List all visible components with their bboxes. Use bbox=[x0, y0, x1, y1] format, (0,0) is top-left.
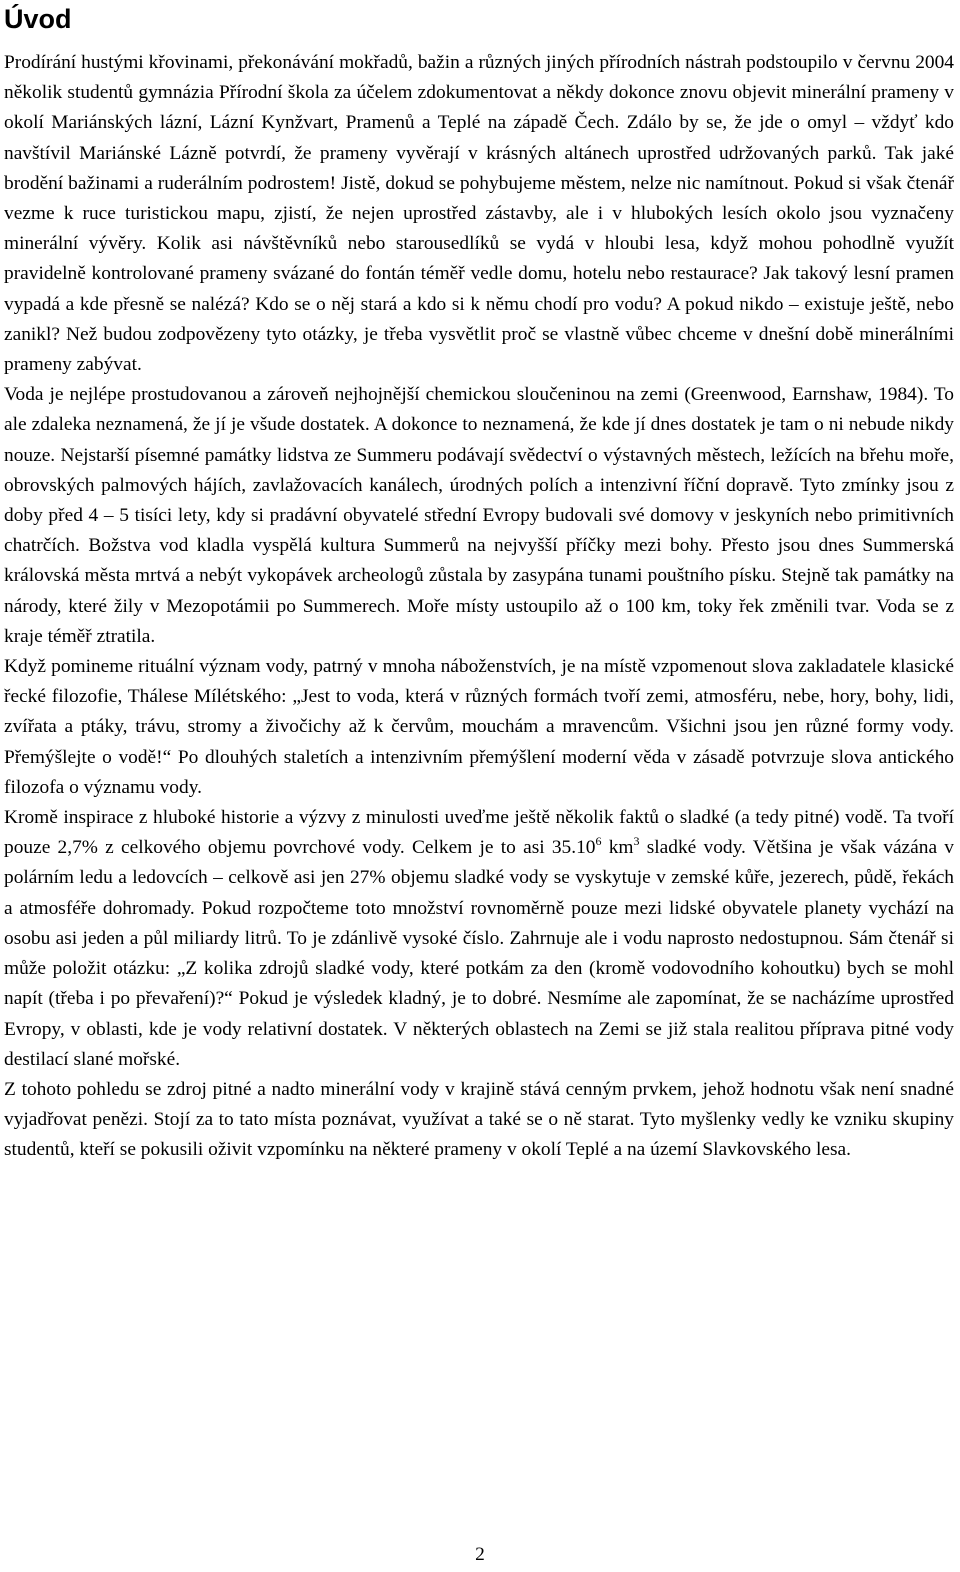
document-body bbox=[4, 48, 954, 1166]
paragraph-conclusion: Z tohoto pohledu se zdroj pitné a nadto minerální vody v krajině stává cenným prvkem, jehož hodnotu však není snadné vyjadřovat penězi. Stojí za to tato místa poznávat, využívat a také se o ně starat. Tyto myšlenky vedly ke vzniku skupiny studentů, kteří se pokusili oživit vzpomínku na některé prameny v okolí Teplé a na území Slavkovského lesa. bbox=[4, 1078, 954, 1161]
paragraph-water-history: Voda je nejlépe prostudovanou a zároveň nejhojnější chemickou sloučeninou na zemi (Greenwood, Earnshaw, 1984). To ale zdaleka neznamená, že jí je všude dostatek. A dokonce to neznamená, že kde jí dnes dostatek je tam o ni nebude nikdy nouze. Nejstarší písemné památky lidstva ze Summeru podávají svědectví o výstavných městech, ležících na břehu moře, obrovských palmových hájích, zavlažovacích kanálech, úrodných polích a intenzivní říční dopravě. Tyto zmínky jsou z doby před 4 – 5 tisíci lety, kdy si pradávní obyvatelé střední Evropy budovali své domovy v jeskyních nebo primitivních chatrčích. Božstva vod kladla vyspělá kultura Summerů na nejvyšší příčky mezi bohy. Přesto jsou dnes Summerská královská města mrtvá a nebýt vykopávek archeologů zůstala by zasypána tunami pouštního písku. Stejně tak památky na národy, které žily v Mezopotámii po Summerech. Moře místy ustoupilo až o 100 km, toky řek změnili tvar. Voda se z kraje téměř ztratila. bbox=[4, 384, 954, 647]
text-run: sladké vody. Většina je však vázána v polárním ledu a ledovcích – celkově asi jen 27% objemu sladké vody se vyskytuje v zemské kůře, jezerech, půdě, řekách a atmosféře dohromady. Pokud rozpočteme toto množství rovnoměrně pouze mezi lidské obyvatele planety vychází na osobu asi jeden a půl miliardy litrů. To je zdánlivě vysoké číslo. Zahrnuje ale i vodu naprosto nedostupnou. Sám čtenář si může položit otázku: „Z kolika zdrojů sladké vody, které potkám za den (kromě vodovodního kohoutku) bych se mohl napít (třeba i po převaření)?“ Pokud je výsledek kladný, je to dobré. Nesmíme ale zapomínat, že se nacházíme uprostřed Evropy, v oblasti, kde je vody relativní dostatek. V některých oblastech na Zemi se již stala realitou příprava pitné vody destilací slané mořské. bbox=[4, 837, 954, 1070]
superscript-exponent: 6 bbox=[595, 834, 602, 849]
text-run: km bbox=[601, 837, 634, 859]
text-run: Kromě inspirace z hluboké historie a výzvy z minulosti uveďme ještě několik faktů o sladké (a tedy pitné) vodě. Ta tvoří pouze 2,7% z celkového objemu povrchové vody. Celkem je to asi 35.10 bbox=[4, 807, 954, 859]
paragraph-fresh-water-facts bbox=[4, 803, 954, 1075]
page-number: 2 bbox=[475, 1544, 485, 1565]
paragraph-thales: Když pomineme rituální význam vody, patrný v mnoha náboženstvích, je na místě vzpomenout slova zakladatele klasické řecké filozofie, Thálese Mílétského: „Jest to voda, která v různých formách tvoří zemi, atmosféru, nebe, hory, bohy, lidi, zvířata a ptáky, trávu, stromy a živočichy až k červům, mouchám a mravencům. Všichni jsou jen různé formy vody. Přemýšlejte o vodě!“ Po dlouhých staletích a intenzivním přemýšlení moderní věda v zásadě potvrzuje slova antického filozofa o významu vody. bbox=[4, 656, 954, 798]
superscript-exponent: 3 bbox=[633, 834, 640, 849]
page-heading: Úvod bbox=[4, 4, 72, 34]
paragraph-intro: Prodírání hustými křovinami, překonávání mokřadů, bažin a různých jiných přírodních nástrah podstoupilo v červnu 2004 několik studentů gymnázia Přírodní škola za účelem zdokumentovat a někdy dokonce znovu objevit minerální prameny v okolí Mariánských lázní, Lázní Kynžvart, Pramenů a Teplé na západě Čech. Zdálo by se, že jde o omyl – vždyť kdo navštívil Mariánské Lázně potvrdí, že prameny vyvěrají v krásných altánech uprostřed udržovaných parků. Tak jaké brodění bažinami a ruderálním podrostem! Jistě, dokud se pohybujeme městem, nelze nic namítnout. Pokud si však čtenář vezme k ruce turistickou mapu, zjistí, že nejen uprostřed zástavby, ale i v hlubokých lesích okolo jsou vyznačeny minerální vývěry. Kolik asi návštěvníků nebo starousedlíků se vydá v hloubi lesa, když mohou pohodlně využít pravidelně kontrolované prameny svázané do fontán téměř vedle domu, hotelu nebo restaurace? Jak takový lesní pramen vypadá a kde přesně se nalézá? Kdo se o něj stará a kdo si k němu chodí pro vodu? A pokud nikdo – existuje ještě, nebo zanikl? Než budou zodpovězeny tyto otázky, je třeba vysvětlit proč se vlastně vůbec chceme v dnešní době minerálními prameny zabývat. bbox=[4, 52, 954, 376]
